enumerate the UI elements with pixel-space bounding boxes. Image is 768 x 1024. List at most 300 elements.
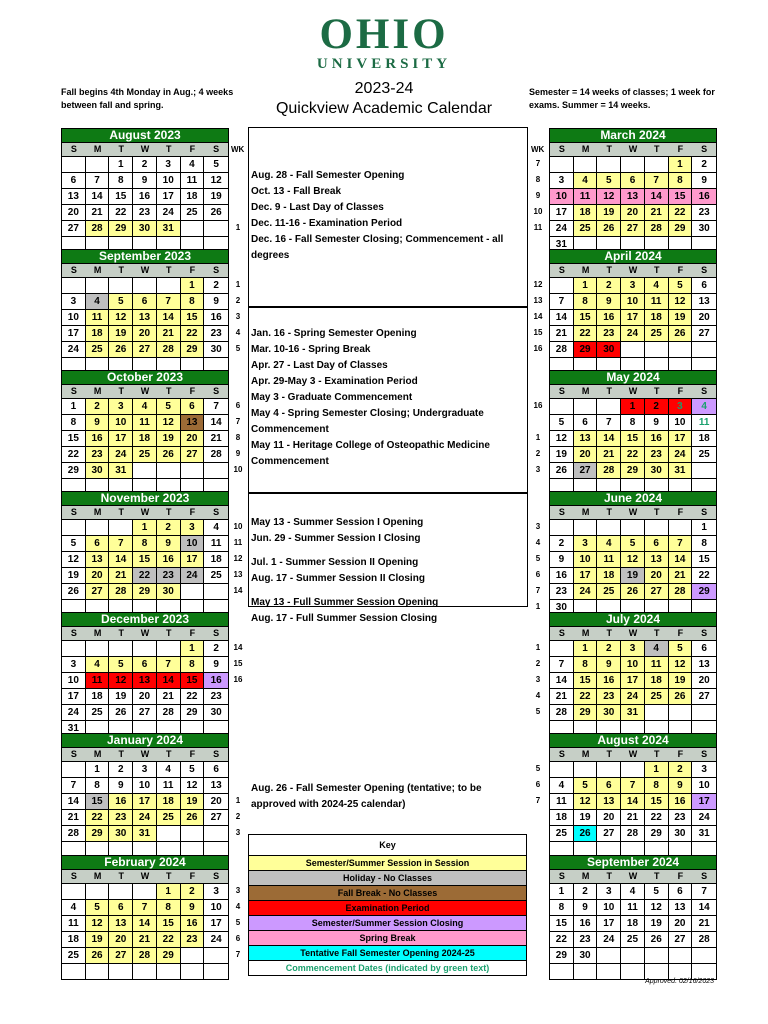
month-title: April 2024	[550, 250, 716, 264]
day-cell: 12	[669, 294, 693, 309]
day-cell: 3	[621, 641, 645, 656]
day-cell: 2	[701, 159, 707, 170]
week-number: 5	[235, 918, 241, 927]
week-number: 10	[533, 207, 543, 216]
day-cell: 11	[86, 673, 110, 688]
weekday-label: F	[677, 386, 684, 396]
week-number: 2	[535, 449, 541, 458]
day-cell: 18	[157, 794, 181, 809]
day-cell	[62, 641, 86, 656]
weekday-header	[62, 748, 228, 762]
day-cell: 14	[109, 552, 133, 567]
day-cell: 13	[669, 900, 693, 915]
month-title: January 2024	[62, 734, 228, 748]
week-row	[62, 584, 228, 600]
day-cell: 24	[621, 326, 645, 341]
day-cell: 23	[574, 932, 598, 947]
event-line	[251, 547, 521, 555]
day-cell: 29	[86, 826, 110, 841]
day-cell: 12	[109, 310, 133, 325]
day-cell: 4	[574, 173, 598, 188]
day-cell: 28	[157, 705, 181, 720]
day-cell: 28	[645, 221, 669, 236]
day-cell: 26	[86, 948, 110, 963]
day-cell	[621, 762, 645, 777]
weekday-label: S	[558, 871, 565, 881]
day-cell: 6	[621, 173, 645, 188]
day-cell: 28	[621, 826, 645, 841]
day-cell	[133, 641, 157, 656]
day-cell	[157, 964, 181, 979]
month-title: December 2023	[62, 613, 228, 627]
day-cell: 15	[62, 431, 86, 446]
week-number: 6	[235, 401, 241, 410]
day-cell: 20	[86, 568, 110, 583]
day-cell: 23	[210, 691, 222, 702]
day-cell: 15	[621, 431, 645, 446]
day-cell	[133, 964, 157, 979]
day-cell: 21	[210, 433, 222, 444]
day-cell: 11	[86, 310, 110, 325]
day-cell: 22	[574, 689, 598, 704]
day-cell: 13	[574, 431, 598, 446]
day-cell: 17	[62, 689, 86, 704]
event-line: Aug. 26 - Fall Semester Opening (tentative; to be approved with 2024-25 calendar)	[251, 783, 482, 810]
day-cell: 9	[133, 173, 157, 188]
week-number: 3	[535, 465, 541, 474]
day-cell: 4	[181, 157, 205, 172]
month-december-2023	[61, 612, 229, 737]
day-cell: 11	[645, 657, 669, 672]
day-cell: 8	[621, 415, 645, 430]
week-row	[550, 810, 716, 826]
day-cell: 8	[669, 173, 693, 188]
day-cell: 28	[550, 705, 574, 720]
weekday-label: M	[581, 386, 590, 396]
weekday-label: F	[189, 144, 196, 154]
day-cell: 17	[597, 916, 621, 931]
day-cell: 18	[210, 554, 222, 565]
month-title: May 2024	[550, 371, 716, 385]
day-cell	[550, 157, 574, 172]
weekday-label: T	[118, 871, 125, 881]
day-cell: 30	[645, 463, 669, 478]
weekday-label: S	[701, 749, 708, 759]
weekday-label: M	[93, 871, 102, 881]
day-cell: 9	[669, 778, 693, 793]
week-row	[62, 552, 228, 568]
day-cell	[645, 948, 669, 963]
day-cell: 19	[109, 326, 133, 341]
day-cell: 31	[157, 221, 181, 236]
day-cell: 3	[701, 764, 707, 775]
weekday-label: S	[213, 628, 220, 638]
weekday-header	[62, 870, 228, 884]
day-cell: 31	[698, 828, 710, 839]
day-cell: 28	[210, 449, 222, 460]
day-cell: 27	[645, 584, 669, 599]
week-row	[62, 826, 228, 842]
weekday-label: T	[118, 749, 125, 759]
day-cell: 10	[133, 778, 157, 793]
weekday-label: S	[213, 871, 220, 881]
day-cell: 12	[157, 415, 181, 430]
weekday-header	[62, 385, 228, 399]
weekday-label: S	[701, 628, 708, 638]
week-number: 12	[533, 280, 543, 289]
day-cell: 1	[86, 762, 110, 777]
week-number: 13	[533, 296, 543, 305]
event-line: May 13 - Summer Session I Opening	[251, 517, 424, 528]
day-cell	[86, 964, 110, 979]
day-cell: 7	[669, 536, 693, 551]
week-number: 2	[235, 812, 241, 821]
day-cell: 25	[621, 932, 645, 947]
day-cell: 18	[62, 932, 86, 947]
day-cell: 14	[157, 673, 181, 688]
day-cell: 24	[210, 934, 222, 945]
day-cell	[204, 463, 228, 478]
day-cell: 30	[698, 223, 710, 234]
day-cell: 26	[645, 932, 669, 947]
day-cell	[62, 520, 86, 535]
day-cell: 14	[669, 552, 693, 567]
day-cell: 1	[181, 278, 205, 293]
weekday-label: S	[70, 265, 77, 275]
weekday-label: T	[165, 265, 172, 275]
month-march-2024	[549, 128, 717, 253]
day-cell: 15	[550, 916, 574, 931]
day-cell: 2	[157, 520, 181, 535]
day-cell: 4	[645, 278, 669, 293]
day-cell: 22	[669, 205, 693, 220]
day-cell: 21	[550, 326, 574, 341]
week-number: 11	[233, 538, 243, 547]
week-number: 6	[235, 934, 241, 943]
day-cell: 30	[210, 344, 222, 355]
day-cell: 10	[550, 189, 574, 204]
day-cell	[133, 278, 157, 293]
weekday-label: T	[606, 507, 613, 517]
day-cell: 23	[181, 932, 205, 947]
day-cell	[204, 948, 228, 963]
weekday-label: T	[165, 628, 172, 638]
day-cell: 18	[133, 431, 157, 446]
event-line: Apr. 27 - Last Day of Classes	[251, 360, 388, 371]
day-cell: 15	[181, 310, 205, 325]
day-cell: 23	[109, 810, 133, 825]
day-cell	[109, 641, 133, 656]
fall-note: Fall begins 4th Monday in Aug.; 4 weeks between fall and spring.	[61, 87, 234, 110]
week-row	[62, 157, 228, 173]
month-title: September 2023	[62, 250, 228, 264]
day-cell: 19	[621, 568, 645, 583]
day-cell	[692, 342, 716, 357]
day-cell: 1	[621, 399, 645, 414]
week-number: 8	[235, 433, 241, 442]
logo-ohio-text: OHIO	[319, 11, 449, 58]
day-cell	[204, 221, 228, 236]
day-cell: 20	[698, 312, 710, 323]
day-cell: 16	[86, 431, 110, 446]
day-cell: 20	[62, 205, 86, 220]
day-cell: 10	[621, 294, 645, 309]
event-line: Aug. 28 - Fall Semester Opening	[251, 170, 405, 181]
academic-year: 2023-24	[354, 80, 414, 97]
weekday-label: S	[213, 144, 220, 154]
weekday-header	[550, 264, 716, 278]
weekday-label: W	[628, 749, 638, 759]
weekday-label: S	[701, 144, 708, 154]
day-cell	[181, 948, 205, 963]
day-cell: 25	[210, 570, 222, 581]
day-cell: 9	[86, 415, 110, 430]
day-cell: 26	[109, 342, 133, 357]
week-number: 10	[233, 522, 243, 531]
week-row	[550, 415, 716, 431]
weekday-label: T	[165, 871, 172, 881]
week-row	[550, 584, 716, 600]
day-cell	[574, 964, 598, 979]
week-number: 7	[535, 159, 541, 168]
week-number: 6	[535, 780, 541, 789]
weekday-label: T	[165, 386, 172, 396]
day-cell: 2	[213, 280, 219, 291]
day-cell: 23	[210, 328, 222, 339]
day-cell: 26	[621, 584, 645, 599]
day-cell: 20	[698, 675, 710, 686]
week-row	[62, 641, 228, 657]
day-cell: 5	[109, 657, 133, 672]
month-title: February 2024	[62, 856, 228, 870]
event-line: Aug. 17 - Summer Session II Closing	[251, 573, 425, 584]
day-cell: 8	[701, 538, 707, 549]
week-number: 4	[235, 902, 241, 911]
day-cell: 10	[62, 310, 86, 325]
event-line: Dec. 11-16 - Examination Period	[251, 218, 403, 229]
weekday-label: S	[70, 871, 77, 881]
weekday-label: W	[140, 507, 150, 517]
day-cell: 14	[621, 794, 645, 809]
day-cell	[204, 826, 228, 841]
day-cell: 6	[181, 399, 205, 414]
weekday-label: S	[213, 749, 220, 759]
day-cell: 14	[133, 916, 157, 931]
day-cell: 18	[86, 326, 110, 341]
day-cell: 15	[133, 552, 157, 567]
day-cell: 20	[133, 326, 157, 341]
weekday-label: T	[653, 628, 660, 638]
week-row	[62, 463, 228, 479]
week-row	[62, 310, 228, 326]
day-cell: 18	[597, 568, 621, 583]
day-cell: 19	[210, 191, 222, 202]
day-cell: 23	[133, 205, 157, 220]
day-cell	[62, 964, 86, 979]
day-cell: 17	[574, 568, 598, 583]
weekday-label: W	[140, 871, 150, 881]
week-number: 9	[535, 191, 541, 200]
day-cell: 29	[692, 584, 716, 599]
day-cell: 22	[621, 447, 645, 462]
month-may-2024	[549, 370, 717, 495]
week-row	[550, 641, 716, 657]
week-row	[62, 916, 228, 932]
week-row	[62, 205, 228, 221]
day-cell	[86, 520, 110, 535]
day-cell: 16	[669, 794, 693, 809]
week-number: 6	[535, 570, 541, 579]
day-cell	[645, 342, 669, 357]
weekday-label: M	[581, 144, 590, 154]
day-cell: 20	[645, 568, 669, 583]
week-row	[62, 568, 228, 584]
month-september-2023	[61, 249, 229, 374]
key-item-h: Holiday - No Classes	[249, 871, 526, 886]
week-row	[62, 326, 228, 342]
day-cell: 30	[669, 826, 693, 841]
day-cell: 23	[550, 584, 574, 599]
day-cell: 12	[62, 552, 86, 567]
week-number: 5	[535, 554, 541, 563]
day-cell: 9	[574, 900, 598, 915]
day-cell: 29	[133, 584, 157, 599]
week-row	[550, 342, 716, 358]
key-item-t: Tentative Fall Semester Opening 2024-25	[249, 946, 526, 961]
week-row	[550, 431, 716, 447]
day-cell: 9	[597, 657, 621, 672]
wk-header-right: WK	[531, 145, 545, 154]
day-cell: 13	[181, 415, 205, 430]
day-cell: 25	[157, 810, 181, 825]
page-title: Quickview Academic Calendar	[275, 100, 493, 117]
week-number: 9	[235, 449, 241, 458]
day-cell: 28	[550, 342, 574, 357]
day-cell: 10	[157, 173, 181, 188]
day-cell: 7	[133, 900, 157, 915]
week-number: 16	[533, 401, 543, 410]
day-cell: 20	[210, 796, 222, 807]
weekday-label: S	[70, 144, 77, 154]
day-cell: 21	[550, 689, 574, 704]
day-cell	[692, 964, 716, 979]
day-cell: 28	[157, 342, 181, 357]
month-june-2024	[549, 491, 717, 616]
week-number: 4	[535, 538, 541, 547]
day-cell: 5	[181, 762, 205, 777]
day-cell: 18	[645, 673, 669, 688]
weekday-header	[550, 627, 716, 641]
weekday-label: M	[93, 749, 102, 759]
day-cell: 2	[133, 157, 157, 172]
day-cell: 29	[181, 705, 205, 720]
day-cell	[157, 463, 181, 478]
day-cell: 27	[698, 691, 710, 702]
day-cell: 6	[109, 900, 133, 915]
week-row	[550, 689, 716, 705]
day-cell: 6	[669, 884, 693, 899]
event-line: Aug. 17 - Full Summer Session Closing	[251, 613, 438, 624]
day-cell: 23	[157, 568, 181, 583]
day-cell: 30	[157, 584, 181, 599]
ohio-university-logo	[0, 11, 768, 72]
day-cell: 14	[550, 673, 574, 688]
week-number: 1	[235, 280, 241, 289]
week-row	[62, 536, 228, 552]
month-april-2024	[549, 249, 717, 374]
day-cell	[109, 964, 133, 979]
day-cell: 9	[213, 296, 219, 307]
day-cell: 13	[62, 189, 86, 204]
week-number: 5	[235, 344, 241, 353]
day-cell: 4	[645, 641, 669, 656]
weekday-label: T	[653, 749, 660, 759]
day-cell: 19	[62, 568, 86, 583]
day-cell: 5	[86, 900, 110, 915]
day-cell: 1	[109, 157, 133, 172]
day-cell: 14	[86, 189, 110, 204]
day-cell: 25	[597, 584, 621, 599]
week-number: 5	[535, 764, 541, 773]
day-cell: 5	[157, 399, 181, 414]
week-row	[62, 689, 228, 705]
day-cell: 12	[645, 900, 669, 915]
weekday-label: M	[93, 144, 102, 154]
week-number: 3	[535, 675, 541, 684]
day-cell: 14	[210, 417, 222, 428]
day-cell	[550, 641, 574, 656]
weekday-label: F	[677, 628, 684, 638]
week-number: 3	[235, 886, 241, 895]
semester-note: Semester = 14 weeks of classes; 1 week for exams. Summer = 14 weeks.	[529, 87, 715, 110]
day-cell: 2	[574, 884, 598, 899]
day-cell: 21	[109, 568, 133, 583]
weekday-label: W	[628, 144, 638, 154]
day-cell: 25	[86, 705, 110, 720]
day-cell: 8	[86, 778, 110, 793]
day-cell: 7	[62, 778, 86, 793]
day-cell: 10	[621, 657, 645, 672]
day-cell: 5	[645, 884, 669, 899]
weekday-header	[62, 506, 228, 520]
weekday-header	[550, 143, 716, 157]
event-line: May 4 - Spring Semester Closing; Undergraduate Commencement	[251, 408, 484, 435]
weekday-label: S	[701, 386, 708, 396]
weekday-label: F	[677, 871, 684, 881]
week-number: 1	[235, 796, 241, 805]
day-cell	[669, 520, 693, 535]
day-cell: 19	[109, 689, 133, 704]
day-cell: 10	[597, 900, 621, 915]
day-cell: 22	[133, 568, 157, 583]
week-row	[62, 964, 228, 979]
day-cell	[574, 762, 598, 777]
day-cell: 1	[574, 278, 598, 293]
day-cell: 16	[157, 552, 181, 567]
weekday-label: T	[653, 871, 660, 881]
day-cell: 2	[181, 884, 205, 899]
day-cell: 18	[86, 689, 110, 704]
day-cell	[86, 278, 110, 293]
day-cell	[86, 157, 110, 172]
weekday-label: S	[213, 507, 220, 517]
day-cell: 4	[86, 657, 110, 672]
weekday-label: W	[140, 265, 150, 275]
month-title: June 2024	[550, 492, 716, 506]
month-november-2023	[61, 491, 229, 616]
weekday-label: S	[70, 507, 77, 517]
day-cell: 16	[210, 312, 222, 323]
